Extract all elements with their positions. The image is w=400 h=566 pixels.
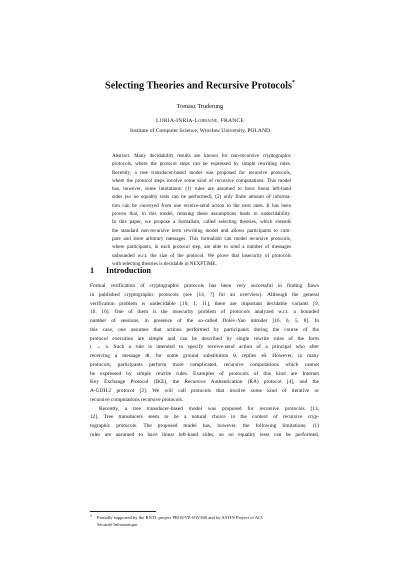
abstract-line: where participants, in each protocol step, are able to send a number of messages <box>112 244 291 251</box>
body-line: tographic protocols. The proposed model has, however, the following limitations: (1) <box>90 423 319 429</box>
abstract-line: with selecting theories is decidable in NEXPTIME. <box>112 260 217 267</box>
body-line: Recently, a tree transducer-based model was proposed for recursive protocols [13, <box>99 405 319 412</box>
body-line: be expressed by simple rewrite rules. Examples of protocols of this kind are Internet <box>90 370 319 377</box>
section-number: 1 <box>90 266 95 275</box>
abstract-line: the standard non-recursive term rewriting model and allows participants to com- <box>112 227 291 234</box>
abstract-line: proven that, in this model, relaxing these assumptions leads to undecidability. <box>112 211 291 218</box>
body-line: A-GDH.2 protocol [2]. We will call protocols that involve some kind of iterative or <box>90 388 319 394</box>
abstract-line: has, however, some limitations: (1) rules are assumed to have linear left-hand <box>112 186 291 193</box>
body-text <box>90 282 319 440</box>
body-line: recursive computations recursive protocols. <box>90 396 184 403</box>
body-line: Formal verification of cryptographic protocols has been very successful in finding flaws <box>90 283 319 289</box>
body-line: 12]. Tree transducers seem to be a natural choice in the context of recursive cryp- <box>90 414 319 421</box>
affiliation-line: Institute of Computer Science, Wrocław University, POLAND <box>129 127 271 134</box>
abstract <box>112 152 291 268</box>
affiliation <box>0 117 400 136</box>
abstract-line: pare and store arbitrary messages. This formalism can model recursive protocols, <box>112 235 291 242</box>
abstract-line: Recently, a tree transducer-based model was proposed for recursive protocols, <box>112 169 291 176</box>
abstract-line: sides (so no equality tests can be performed), (2) only finite amount of informa- <box>112 194 291 201</box>
body-line: rules are assumed to have linear left-hand sides, so no equality tests can be performed, <box>90 431 319 438</box>
body-line: protocols, participants perform more complicated, recursive computations which cannot <box>90 361 319 368</box>
paper-title: Selecting Theories and Recursive Protocols* <box>105 80 295 92</box>
author-name: Tomasz Truderung <box>176 103 224 110</box>
body-line: in published cryptographic protocols (see [14, 7] for an overview). Although the general <box>90 291 319 298</box>
footnote-line: Partially supported by the RNTL project PROUVE-03V360 and by SATIN Project of ACI <box>97 515 263 520</box>
footnote-marker: * <box>90 514 92 519</box>
body-line: protocol execution are simple and can be described by single rewrite rules of the form <box>90 335 319 342</box>
body-line: 10, 16]. One of them is the insecurity problem of protocols analyzed w.r.t. a bounded <box>90 309 319 316</box>
footnote-rule <box>90 511 156 512</box>
body-line: verification problem is undecidable [10, 1, 11], there are important decidable variants [9, <box>90 300 319 307</box>
title-footnote-marker: * <box>291 80 295 86</box>
body-line: this case, one assumes that actions performed by participants during the course of the <box>90 326 319 333</box>
abstract-line: unbounded w.r.t. the size of the protocol. We prove that insecurity of protocols <box>112 252 291 259</box>
abstract-line: In this paper, we propose a formalism, called selecting theories, which extends <box>112 219 291 226</box>
footnote <box>90 514 319 529</box>
abstract-line: Abstract. Many decidability results are known for non-recursive cryptographic <box>112 153 291 159</box>
body-line: Key Exchange Protocol (IKE), the Recursive Authentication (RA) protocol [4], and the <box>90 379 319 386</box>
body-line: t → s. Such a rule is intended to specify receive-send action of a principal who after <box>90 344 319 351</box>
abstract-line: protocols, where the protocol steps can be expressed by simple rewriting rules. <box>112 161 291 168</box>
body-line: receiving a message tθ, for some ground substitution θ, replies sθ. However, in many <box>90 353 319 359</box>
body-line: number of sessions, in presence of the so-called Dolev-Yao intruder [16, 6, 5, 8]. In <box>90 318 319 324</box>
section-title: Introduction <box>106 266 152 275</box>
footnote-line: Sécurité Informatique. <box>97 522 139 528</box>
affiliation-line: LORIA-INRIA-Lorraine, FRANCE <box>155 118 244 124</box>
abstract-line: tion can be conveyed from one receive-send action to the next ones. It has been <box>112 202 291 209</box>
abstract-line: where the protocol steps involve some kind of recursive computations. This model <box>112 177 291 184</box>
section-heading <box>90 266 151 275</box>
